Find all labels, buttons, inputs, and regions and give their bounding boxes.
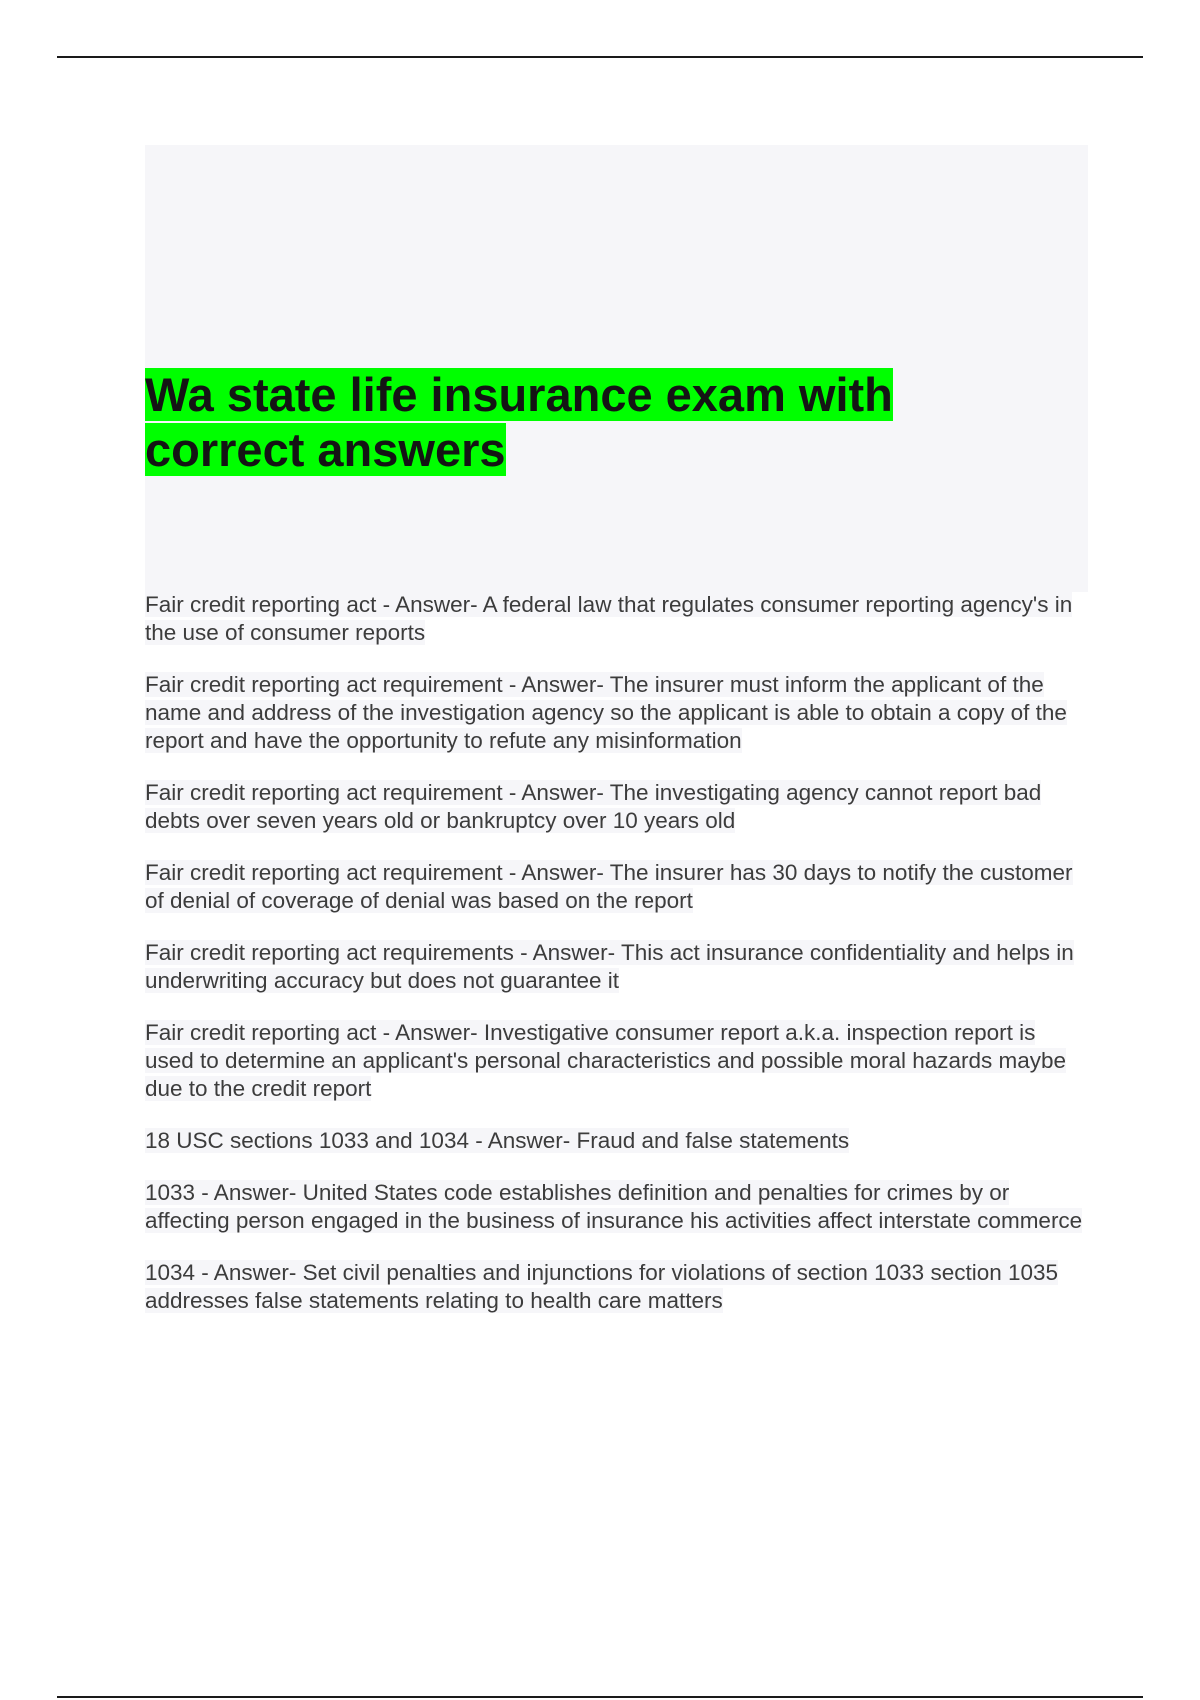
document-title (145, 367, 945, 477)
qa-item (145, 779, 1088, 835)
qa-list (145, 591, 1088, 1339)
title-block (145, 145, 1088, 592)
title-highlight: Wa state life insurance exam with correct answers (145, 368, 893, 476)
qa-text: Fair credit reporting act requirements - Answer- This act insurance confidentiality and helps in underwriting accuracy but does not guarantee it (145, 940, 1074, 993)
qa-text: Fair credit reporting act - Answer- Investigative consumer report a.k.a. inspection report is used to determine an applicant's personal characteristics and possible moral hazards maybe due to the credit report (145, 1020, 1067, 1101)
qa-text: 1034 - Answer- Set civil penalties and injunctions for violations of section 1033 section 1035 addresses false statements relating to health care matters (145, 1260, 1059, 1313)
qa-item (145, 859, 1088, 915)
qa-item (145, 1179, 1088, 1235)
qa-item (145, 1259, 1088, 1315)
qa-text: Fair credit reporting act requirement - Answer- The insurer has 30 days to notify the customer of denial of coverage of denial was based on the report (145, 860, 1073, 913)
qa-item (145, 671, 1088, 755)
qa-text: Fair credit reporting act requirement - Answer- The investigating agency cannot report bad debts over seven years old or bankruptcy over 10 years old (145, 780, 1042, 833)
qa-text: Fair credit reporting act - Answer- A federal law that regulates consumer reporting agency's in the use of consumer reports (145, 592, 1073, 645)
qa-text: Fair credit reporting act requirement - Answer- The insurer must inform the applicant of the name and address of the investigation agency so the applicant is able to obtain a copy of the report and have the opportunity to refute any misinformation (145, 672, 1067, 753)
qa-text: 18 USC sections 1033 and 1034 - Answer- Fraud and false statements (145, 1128, 850, 1153)
qa-item (145, 939, 1088, 995)
qa-item (145, 1127, 1088, 1155)
footer-rule (57, 1696, 1143, 1698)
qa-item (145, 1019, 1088, 1103)
qa-item (145, 591, 1088, 647)
qa-text: 1033 - Answer- United States code establishes definition and penalties for crimes by or affecting person engaged in the business of insurance his activities affect interstate commerce (145, 1180, 1083, 1233)
header-rule (57, 56, 1143, 58)
